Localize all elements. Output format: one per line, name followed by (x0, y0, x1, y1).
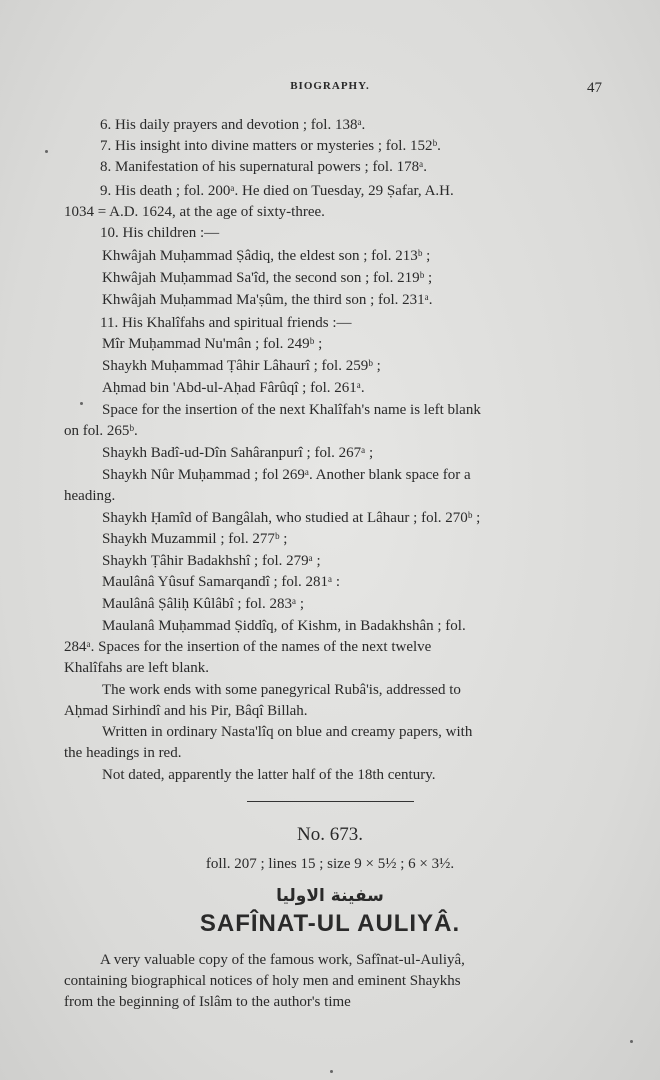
manuscript-details: foll. 207 ; lines 15 ; size 9 × 5½ ; 6 × 3½. (205, 856, 455, 872)
text-line: Khwâjah Muḥammad Ṣâdiq, the eldest son ; fol. 213ᵇ ; (102, 248, 431, 264)
text-line: Maulânâ Yûsuf Samarqandî ; fol. 281ᵃ : (102, 574, 341, 590)
text-line: 6. His daily prayers and devotion ; fol. 138ᵃ. (100, 117, 366, 133)
manuscript-number: No. 673. (297, 824, 363, 845)
text-line: Maulanâ Muḥammad Ṣiddîq, of Kishm, in Badakhshân ; fol. (102, 618, 466, 634)
text-line: Shaykh Badî-ud-Dîn Sahâranpurî ; fol. 267ᵃ ; (102, 445, 374, 461)
text-line: 1034 = A.D. 1624, at the age of sixty-three. (64, 204, 325, 220)
text-line: Maulânâ Ṣâliḥ Kûlâbî ; fol. 283ᵃ ; (102, 596, 304, 612)
text-line: Space for the insertion of the next Khalîfah's name is left blank (102, 402, 481, 418)
section-divider (247, 801, 414, 802)
text-line: 7. His insight into divine matters or mysteries ; fol. 152ᵇ. (100, 138, 441, 154)
text-line: the headings in red. (64, 745, 182, 761)
page-number: 47 (587, 80, 602, 96)
text-line: 11. His Khalîfahs and spiritual friends :— (100, 315, 352, 331)
text-line: Shaykh Ṭâhir Badakhshî ; fol. 279ᵃ ; (102, 553, 321, 569)
description-line: from the beginning of Islâm to the author's time (64, 994, 351, 1010)
page-speck (630, 1040, 633, 1043)
text-line: Not dated, apparently the latter half of the 18th century. (102, 767, 436, 783)
text-line: The work ends with some panegyrical Rubâ'is, addressed to (102, 682, 461, 698)
text-line: 8. Manifestation of his supernatural powers ; fol. 178ᵃ. (100, 159, 427, 175)
text-line: on fol. 265ᵇ. (64, 423, 138, 439)
text-line: Khalîfahs are left blank. (64, 660, 209, 676)
text-line: Shaykh Muzammil ; fol. 277ᵇ ; (102, 531, 288, 547)
page-speck (45, 150, 48, 153)
text-line: Shaykh Nûr Muḥammad ; fol 269ᵃ. Another blank space for a (102, 467, 471, 483)
text-line: Shaykh Muḥammad Ṭâhir Lâhaurî ; fol. 259ᵇ ; (102, 358, 381, 374)
text-line: Khwâjah Muḥammad Sa'îd, the second son ; fol. 219ᵇ ; (102, 270, 433, 286)
description-line: containing biographical notices of holy men and eminent Shaykhs (64, 973, 461, 989)
running-header: BIOGRAPHY. (290, 80, 370, 92)
text-line: Mîr Muḥammad Nu'mân ; fol. 249ᵇ ; (102, 336, 323, 352)
description-line: A very valuable copy of the famous work, Safînat-ul-Auliyâ, (100, 952, 465, 968)
page-speck (80, 402, 83, 405)
page-speck (330, 1070, 333, 1073)
text-line: Aḥmad bin 'Abd-ul-Aḥad Fârûqî ; fol. 261ᵃ. (102, 380, 365, 396)
text-line: Shaykh Ḥamîd of Bangâlah, who studied at Lâhaur ; fol. 270ᵇ ; (102, 510, 481, 526)
text-line: 10. His children :— (100, 225, 220, 241)
text-line: 9. His death ; fol. 200ᵃ. He died on Tuesday, 29 Ṣafar, A.H. (100, 183, 454, 199)
text-line: heading. (64, 488, 116, 504)
arabic-title: سفينة الاوليا (276, 886, 384, 906)
work-title: SAFÎNAT-UL AULIYÂ. (199, 910, 461, 937)
text-line: Written in ordinary Nasta'lîq on blue and creamy papers, with (102, 724, 473, 740)
text-line: Khwâjah Muḥammad Ma'ṣûm, the third son ; fol. 231ᵃ. (102, 292, 433, 308)
text-line: 284ᵃ. Spaces for the insertion of the names of the next twelve (64, 639, 432, 655)
text-line: Aḥmad Sirhindî and his Pir, Bâqî Billah. (64, 703, 308, 719)
